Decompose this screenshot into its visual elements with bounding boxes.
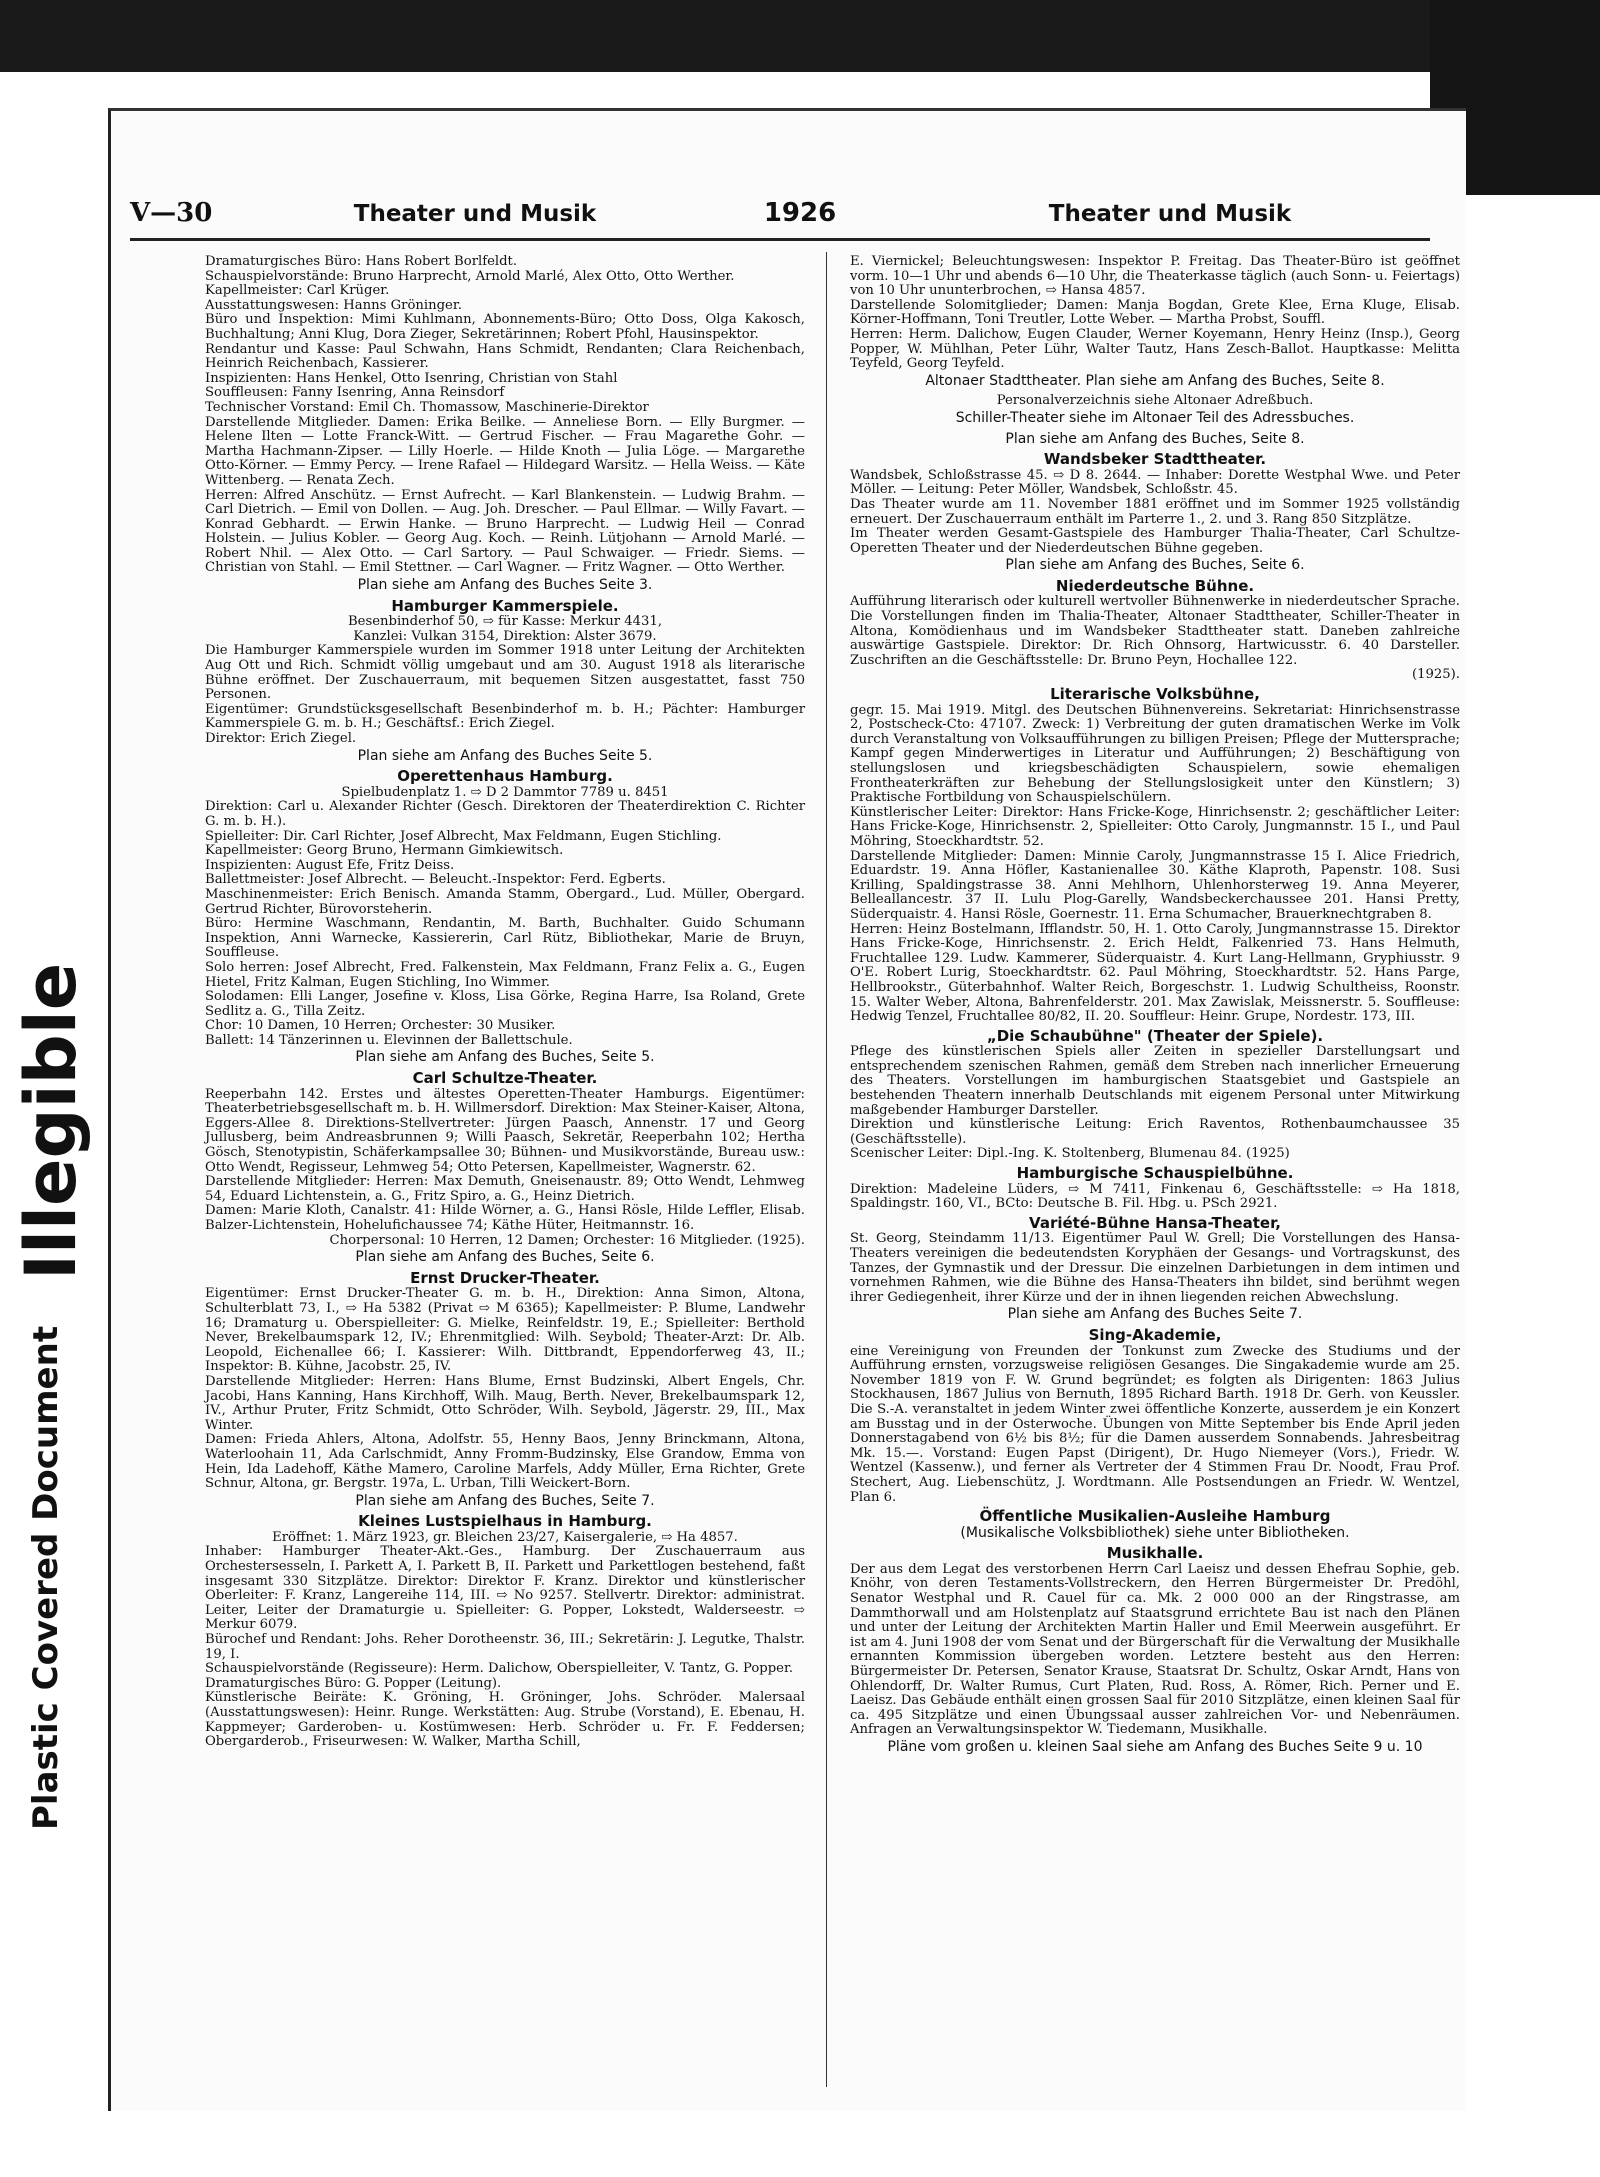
plan-reference: Plan siehe am Anfang des Buches Seite 7. xyxy=(1007,1306,1303,1323)
plan-reference: Altonaer Stadttheater. Plan siehe am Anfang des Buches, Seite 8. xyxy=(925,372,1385,389)
entry-paragraph: Das Theater wurde am 11. November 1881 eröffnet und im Sommer 1925 vollständig erneuert. Der Zuschauerraum enthält im Parterre 1., 2. und 3. Rang 850 Sitzplätze. xyxy=(850,496,1460,527)
entry-paragraph: Büro und Inspektion: Mimi Kuhlmann, Abonnements-Büro; Otto Doss, Olga Kakosch, Buchhaltung; Anni Klug, Dora Zieger, Sekretärinnen; Robert Pfohl, Hausinspektor. xyxy=(205,312,805,342)
address-line: Personalverzeichnis siehe Altonaer Adreßbuch. xyxy=(996,393,1314,409)
entry-paragraph: Souffleusen: Fanny Isenring, Anna Reinsdorf xyxy=(205,385,505,401)
entry-paragraph: Inhaber: Hamburger Theater-Akt.-Ges., Hamburg. Der Zuschauerraum aus Orchestersesseln, I. Parkett A, I. Parkett B, II. Parkett und Parkettlogen bestehend, faßt insgesamt 330 Sitzplätze. Direktor: Direktor F. Kranz. Direktor und künstlerischer Oberleiter: F. Kranz, Langereihe 114, III. ⇨ No 9257. Stellvertr. Direktor: administrat. Leiter, Leiter der Dramaturgie u. Spielleiter: G. Popper, Lokstedt, Walderseestr. ⇨ Merkur 6079. xyxy=(205,1544,805,1633)
entry-paragraph: Darstellende Mitglieder: Herren: Max Demuth, Gneisenaustr. 89; Otto Wendt, Lehmweg 54, Eduard Lichtenstein, a. G., Fritz Spiro, a. G., Heinz Dietrich. xyxy=(205,1174,805,1204)
plan-reference: Plan siehe am Anfang des Buches, Seite 6. xyxy=(1005,557,1305,574)
section-heading: Sing-Akademie, xyxy=(1088,1325,1222,1344)
entry-paragraph: Rendantur und Kasse: Paul Schwahn, Hans Schmidt, Rendanten; Clara Reichenbach, Heinrich Reichenbach, Kassierer. xyxy=(205,341,805,372)
section-heading: Hamburgische Schauspielbühne. xyxy=(1016,1164,1294,1183)
entry-paragraph: Kapellmeister: Georg Bruno, Hermann Gimkiewitsch. xyxy=(205,843,564,859)
entry-paragraph: Technischer Vorstand: Emil Ch. Thomassow, Maschinerie-Direktor xyxy=(205,399,649,415)
section-heading: „Die Schaubühne" (Theater der Spiele). xyxy=(986,1026,1324,1045)
illegible-stamp: Illegible xyxy=(10,962,92,1280)
section-heading: Öffentliche Musikalien-Ausleihe Hamburg xyxy=(979,1507,1331,1526)
entry-paragraph: Schauspielvorstände: Bruno Harprecht, Arnold Marlé, Alex Otto, Otto Werther. xyxy=(205,268,735,284)
plastic-covered-stamp: Plastic Covered Document xyxy=(26,1325,66,1830)
entry-paragraph: Scenischer Leiter: Dipl.-Ing. K. Stoltenberg, Blumenau 84. (1925) xyxy=(850,1146,1290,1162)
entry-paragraph: Maschinenmeister: Erich Benisch. Amanda Stamm, Obergard., Lud. Müller, Obergard. Gertrud Richter, Bürovorsteherin. xyxy=(205,886,805,917)
page-header xyxy=(130,198,1430,241)
entry-paragraph: Schauspielvorstände (Regisseure): Herm. Dalichow, Oberspielleiter, V. Tantz, G. Popper. xyxy=(205,1661,794,1677)
entry-paragraph: Büro: Hermine Waschmann, Rendantin, M. Barth, Buchhalter. Guido Schumann Inspektion, Anni Warnecke, Kassiererin, Carl Rütz, Bibliothekar, Marie de Bruyn, Souffleuse. xyxy=(205,916,805,961)
address-line: Eröffnet: 1. März 1923, gr. Bleichen 23/27, Kaisergalerie, ⇨ Ha 4857. xyxy=(272,1529,738,1545)
scan-top-border xyxy=(0,0,1600,72)
entry-paragraph: E. Viernickel; Beleuchtungswesen: Inspektor P. Freitag. Das Theater-Büro ist geöffnet vorm. 10—1 Uhr und abends 6—10 Uhr, die Theaterkasse täglich (auch Sonn- u. Feiertags) von 10 Uhr ununterbrochen, ⇨ Hansa 4857. xyxy=(850,254,1460,299)
entry-paragraph: Der aus dem Legat des verstorbenen Herrn Carl Laeisz und dessen Ehefrau Sophie, geb. Knöhr, von deren Testaments-Vollstreckern, den Herren Bürgermeister Dr. Predöhl, Senator Westphal und R. Cauel für ca. Mk. 2 000 000 an der Ringstrasse, am Dammthorwall und am Holstenplatz auf Staatsgrund errichtete Bau ist nach den Plänen und unter der Leitung der Architekten Martin Haller und Emil Meerwein ausgeführt. Er ist am 4. Juni 1908 der vom Senat und der Bürgerschaft für die Verwaltung der Musikhalle ernannten Kommission übergeben worden. Letztere besteht aus den Herren: Bürgermeister Dr. Petersen, Senator Krause, Staatsrat Dr. Schultz, Oskar Arndt, Hans von Ohlendorff, Dr. Walter Rumus, Curt Platen, Rud. Ross, A. Römer, Rich. Perner und E. Laeisz. Das Gebäude enthält einen grossen Saal für 2010 Sitzplätze, einen kleinen Saal für ca. 495 Sitzplätze und einen Übungssaal ausser zahlreichen Vor- und Nebenräumen. Anfragen an Verwaltungsinspektor W. Tiedemann, Musikhalle. xyxy=(850,1561,1460,1738)
right-column xyxy=(850,255,1460,1761)
plan-reference: Schiller-Theater siehe im Altonaer Teil des Adressbuches. xyxy=(955,409,1355,426)
entry-paragraph: Reeperbahn 142. Erstes und ältestes Operetten-Theater Hamburgs. Eigentümer: Theaterbetriebsgesellschaft m. b. H. Willmersdorf. Direktion: Max Steiner-Kaiser, Altona, Eggers-Allee 8. Direktions-Stellvertreter: Jürgen Paasch, Annenstr. 17 und Georg Jullusberg, beim Andreasbrunnen 9; Willi Paasch, Sekretär, Reeperbahn 102; Hertha Gösch, Stenotypistin, Schäferkampsallee 30; Bühnen- und Musikvorstände, Bureau usw.: Otto Wendt, Regisseur, Lehmweg 54; Otto Petersen, Kapellmeister, Wagnerstr. 62. xyxy=(205,1086,805,1175)
plan-reference: Plan siehe am Anfang des Buches Seite 5. xyxy=(357,747,653,764)
entry-paragraph: Im Theater werden Gesamt-Gastspiele des Hamburger Thalia-Theater, Carl Schultze-Operetten Theater und der Niederdeutschen Bühne gegeben. xyxy=(850,526,1460,556)
section-heading: Kleines Lustspielhaus in Hamburg. xyxy=(358,1512,652,1531)
header-left-title: Theater und Musik xyxy=(353,201,597,227)
entry-paragraph: Herren: Alfred Anschütz. — Ernst Aufrecht. — Karl Blankenstein. — Ludwig Brahm. — Carl Dietrich. — Emil von Dollen. — Aug. Joh. Drescher. — Paul Ellmar. — Willy Favart. — Konrad Gebhardt. — Erwin Hanke. — Bruno Harprecht. — Ludwig Heil — Conrad Holstein. — Julius Kobler. — Georg Aug. Koch. — Reinh. Lütjohann — Arnold Marlé. — Robert Nhil. — Alex Otto. — Carl Sartory. — Paul Schwaiger. — Friedr. Siems. — Christian von Stahl. — Emil Stettner. — Carl Wagner. — Fritz Wagner. — Otto Werther. xyxy=(205,487,805,576)
entry-paragraph: Wandsbek, Schloßstrasse 45. ⇨ D 8. 2644. — Inhaber: Dorette Westphal Wwe. und Peter Möller. — Leitung: Peter Möller, Wandsbek, Schloßstr. 45. xyxy=(850,467,1460,498)
section-heading: Hamburger Kammerspiele. xyxy=(391,596,619,615)
entry-paragraph: Kapellmeister: Carl Krüger. xyxy=(205,283,390,299)
left-column xyxy=(205,255,805,1750)
section-heading: Niederdeutsche Bühne. xyxy=(1055,576,1255,595)
right-note: (1925). xyxy=(1411,667,1460,683)
entry-paragraph: Inspizienten: Hans Henkel, Otto Isenring, Christian von Stahl xyxy=(205,370,618,386)
entry-paragraph: Die Hamburger Kammerspiele wurden im Sommer 1918 unter Leitung der Architekten Aug Ott und Rich. Schmidt völlig umgebaut und am 30. August 1918 als literarische Bühne eröffnet. Der Zuschauerraum, mit bequemen Sitzen ausgestattet, fasst 750 Personen. xyxy=(205,643,805,703)
entry-paragraph: Direktion: Madeleine Lüders, ⇨ M 7411, Finkenau 6, Geschäftsstelle: ⇨ Ha 1818, Spaldingstr. 160, VI., BCto: Deutsche B. Fil. Hbg. u. PSch 2921. xyxy=(850,1181,1460,1212)
entry-paragraph: Chor: 10 Damen, 10 Herren; Orchester: 30 Musiker. xyxy=(205,1018,556,1034)
entry-paragraph: Eigentümer: Grundstücksgesellschaft Besenbinderhof m. b. H.; Pächter: Hamburger Kammerspiele G. m. b. H.; Geschäftsf.: Erich Ziegel. xyxy=(205,701,805,732)
section-heading: Ernst Drucker-Theater. xyxy=(410,1268,600,1287)
entry-paragraph: Darstellende Solomitglieder; Damen: Manja Bogdan, Grete Klee, Erna Kluge, Elisab. Körner-Hoffmann, Toni Treutler, Lotte Weber. — Martha Probst, Souffl. xyxy=(850,297,1460,328)
plan-reference: Plan siehe am Anfang des Buches Seite 3. xyxy=(357,577,653,594)
right-note: Chorpersonal: 10 Herren, 12 Damen; Orchester: 16 Mitglieder. (1925). xyxy=(329,1232,805,1248)
section-heading: Variété-Bühne Hansa-Theater, xyxy=(1029,1213,1281,1232)
entry-paragraph: Damen: Marie Kloth, Canalstr. 41: Hilde Wörner, a. G., Hansi Rösle, Hilde Leffler, Elisab. Balzer-Lichtenstein, Hohelufichaussee 74; Käthe Hüter, Heitmannstr. 16. xyxy=(205,1203,805,1233)
entry-paragraph: Spielleiter: Dir. Carl Richter, Josef Albrecht, Max Feldmann, Eugen Stichling. xyxy=(205,828,722,844)
entry-paragraph: Herren: Herm. Dalichow, Eugen Clauder, Werner Koyemann, Henry Heinz (Insp.), Georg Popper, W. Mühlhan, Peter Lühr, Walter Tautz, Hans Zesch-Ballot. Hauptkasse: Melitta Teyfeld, Georg Teyfeld. xyxy=(850,326,1460,372)
section-heading: Musikhalle. xyxy=(1106,1544,1204,1563)
section-heading: Literarische Volksbühne, xyxy=(1050,685,1260,704)
entry-paragraph: St. Georg, Steindamm 11/13. Eigentümer Paul W. Grell; Die Vorstellungen des Hansa-Theaters vereinigen die bedeutendsten Koryphäen der Gesangs- und Vortragskunst, des Tanzes, der Gymnastik und der Dressur. Die einzelnen Darbietungen in dem intimen und vornehmen Rahmen, wie die Bühne des Hansa-Theaters ihn bildet, sind berühmt wegen ihrer Gediegenheit, ihrer Kürze und der in ihnen liegenden reichen Abwechslung. xyxy=(850,1231,1460,1305)
entry-paragraph: gegr. 15. Mai 1919. Mitgl. des Deutschen Bühnenvereins. Sekretariat: Hinrichsenstrasse 2, Postscheck-Cto: 47107. Zweck: 1) Verbreitung der guten dramatischen Werke im Volk durch Veranstaltung von Volksaufführungen zu billigen Preisen; Pflege der Muttersprache; Kampf gegen Minderwertiges in Literatur und Aufführungen; 2) Beschäftigung von stellungslosen und kriegsbeschädigten Schauspielern, sowie ehemaligen Frontheaterkräften zur Behebung der Stellungslosigkeit unter den Künstlern; 3) Praktische Fortbildung von Schauspielschülern. xyxy=(850,702,1460,806)
entry-paragraph: Herren: Heinz Bostelmann, Ifflandstr. 50, H. 1. Otto Caroly, Jungmannstrasse 15. Direktor Hans Fricke-Koge, Hinrichsenstr. 2. Erich Heldt, Falkenried 73. Hans Helmuth, Fruchtallee 129. Ludw. Kammerer, Süderquaistr. 4. Kurt Lang-Hellmann, Gryphiusstr. 9 O'E. Robert Lurig, Stoeckhardtstr. 62. Paul Möhring, Stoeckhardtstr. 52. Hans Parge, Hellbrookstr., Güterbahnhof. Walter Reich, Borgeschstr. 1. Ludwig Schultheiss, Roonstr. 15. Walter Weber, Altona, Bahrenfelderstr. 201. Max Zawislak, Meissnerstr. 5. Souffleuse: Hedwig Tenzel, Fruchtallee 80/82, II. 20. Souffleur: Heinr. Grupe, Nordestr. 173, III. xyxy=(850,921,1460,1025)
entry-paragraph: Künstlerischer Leiter: Direktor: Hans Fricke-Koge, Hinrichsenstr. 2; geschäftlicher Leiter: Hans Fricke-Koge, Hinrichsenstr. 2, Spielleiter: Otto Caroly, Jungmannstr. 15 I., und Paul Möhring, Stoeckhardtstr. 52. xyxy=(850,804,1460,849)
entry-paragraph: Aufführung literarisch oder kulturell wertvoller Bühnenwerke in niederdeutscher Sprache. Die Vorstellungen finden im Thalia-Theater, Altonaer Stadttheater, Schiller-Theater in Altona, Komödienhaus und im Wandsbeker Stadttheater statt. Daneben zahlreiche auswärtige Gastspiele. Direktor: Dr. Rich Ohnsorg, Hartwicusstr. 6. 40 Darsteller. Zuschriften an die Geschäftsstelle: Dr. Bruno Peyn, Hochallee 122. xyxy=(850,594,1460,668)
entry-paragraph: Solodamen: Elli Langer, Josefine v. Kloss, Lisa Görke, Regina Harre, Isa Roland, Grete Sedlitz a. G., Tilla Zeitz. xyxy=(205,989,805,1019)
entry-paragraph: Dramaturgisches Büro: G. Popper (Leitung). xyxy=(205,1675,502,1691)
header-right-title: Theater und Musik xyxy=(1048,201,1292,227)
entry-paragraph: Damen: Frieda Ahlers, Altona, Adolfstr. 55, Henny Baos, Jenny Brinckmann, Altona, Waterloohain 11, Ada Carlschmidt, Anny Fromm-Budzinsky, Else Grandow, Emma von Hein, Ida Ladehoff, Käthe Mamero, Caroline Marfels, Addy Müller, Erna Richter, Grete Schnur, Altona, gr. Bergstr. 197a, L. Urban, Tilli Weickert-Born. xyxy=(205,1432,805,1492)
entry-paragraph: Eigentümer: Ernst Drucker-Theater G. m. b. H., Direktion: Anna Simon, Altona, Schulterblatt 73, I., ⇨ Ha 5382 (Privat ⇨ M 6365); Kapellmeister: P. Blume, Landwehr 16; Dramaturg u. Oberspielleiter: G. Mielke, Reinfeldstr. 19, E.; Spielleiter: Berthold Never, Brekelbaumspark 12, IV.; Ehrenmitglied: Wilh. Seybold; Theater-Arzt: Dr. Alb. Leopold, Eichenallee 66; I. Kassierer: Wilh. Dittbrandt, Eppendorferweg 43, II.; Inspektor: B. Kühne, Jacobstr. 25, IV. xyxy=(205,1286,805,1375)
address-line: Besenbinderhof 50, ⇨ für Kasse: Merkur 4431, xyxy=(347,614,663,630)
entry-paragraph: Pflege des künstlerischen Spiels aller Zeiten in spezieller Darstellungsart und entsprechendem szenischen Rahmen, gemäß dem Streben nach innerlicher Erneuerung des Theaters. Vorstellungen im hamburgischen Staatsgebiet und Gastspiele an bestehenden Theatern innerhalb Deutschlands mit eigenem Personal unter Mitwirkung maßgebender Hamburger Darsteller. xyxy=(850,1044,1460,1118)
column-divider xyxy=(826,252,827,2087)
entry-paragraph: Direktion und künstlerische Leitung: Erich Raventos, Rothenbaumchaussee 35 (Geschäftsstelle). xyxy=(850,1117,1460,1147)
entry-paragraph: Ausstattungswesen: Hanns Gröninger. xyxy=(205,297,462,313)
entry-paragraph: Bürochef und Rendant: Johs. Reher Dorotheenstr. 36, III.; Sekretärin: J. Legutke, Thalstr. 19, I. xyxy=(205,1632,805,1662)
section-heading: Operettenhaus Hamburg. xyxy=(397,767,613,786)
plan-reference: Plan siehe am Anfang des Buches, Seite 5. xyxy=(355,1049,655,1066)
section-heading: Wandsbeker Stadttheater. xyxy=(1043,450,1267,469)
entry-paragraph: Ballettmeister: Josef Albrecht. — Beleucht.-Inspektor: Ferd. Egberts. xyxy=(205,872,666,888)
entry-paragraph: Inspizienten: August Efe, Fritz Deiss. xyxy=(205,857,455,873)
entry-paragraph: Direktor: Erich Ziegel. xyxy=(205,731,357,746)
entry-paragraph: Solo herren: Josef Albrecht, Fred. Falkenstein, Max Feldmann, Franz Felix a. G., Eugen Hietel, Fritz Kalman, Eugen Stichling, Ino Wimmer. xyxy=(205,959,805,990)
plan-reference: Plan siehe am Anfang des Buches, Seite 6. xyxy=(355,1249,655,1266)
entry-paragraph: Direktion: Carl u. Alexander Richter (Gesch. Direktoren der Theaterdirektion C. Richter G. m. b. H.). xyxy=(205,799,805,829)
entry-paragraph: Darstellende Mitglieder: Damen: Minnie Caroly, Jungmannstrasse 15 I. Alice Friedrich, Eduardstr. 19. Anna Höfler, Kastanienallee 30. Käthe Klaproth, Papenstr. 108. Susi Krilling, Spaldingstrasse 38. Anni Mehlhorn, Uhlenhorsterweg 19. Anna Meyerer, Belleallancestr. 37 II. Lulu Plog-Garelly, Wandsbeckerchaussee 201. Hansi Pretty, Süderquaistr. 4. Hansi Rösle, Goernestr. 11. Erna Schumacher, Brauerknechtgraben 8. xyxy=(850,848,1460,922)
page-number: V—30 xyxy=(130,198,213,228)
entry-paragraph: Darstellende Mitglieder. Damen: Erika Beilke. — Anneliese Born. — Elly Burgmer. — Helene Ilten — Lotte Franck-Witt. — Gertrud Fischer. — Frau Magarethe Gohr. — Martha Hachmann-Zipser. — Lilly Hoerle. — Hilde Knoth — Julia Löge. — Margarethe Otto-Körner. — Emmy Percy. — Irene Rafael — Hildegard Warsitz. — Hella Weiss. — Käte Wittenberg. — Renata Zech. xyxy=(205,414,805,488)
section-heading: Carl Schultze-Theater. xyxy=(412,1069,598,1088)
entry-paragraph: eine Vereinigung von Freunden der Tonkunst zum Zwecke des Studiums und der Aufführung ernsten, vorzugsweise religiösen Gesanges. Die Singakademie wurde am 25. November 1819 von F. W. Grund begründet; es folgten als Dirigenten: 1863 Julius Stockhausen, 1867 Julius von Bernuth, 1895 Richard Barth. 1918 Dr. Gerh. von Keussler. Die S.-A. veranstaltet in jedem Winter zwei öffentliche Konzerte, ausserdem je ein Konzert am Busstag und in der Osterwoche. Übungen von Mitte September bis Ende April jeden Donnerstagabend von 6½ bis 8½; für die Damen ausserdem Sonnabends. Jahresbeitrag Mk. 15.—. Vorstand: Eugen Papst (Dirigent), Dr. Hugo Niemeyer (Vors.), Friedr. W. Wentzel (Kassenw.), und ferner als Vertreter der 4 Stimmen Frau Dr. Noodt, Frau Prof. Stechert, Aug. Liebenschütz, J. Wordtmann. Alle Postsendungen an Friedr. W. Wentzel, Plan 6. xyxy=(850,1343,1460,1505)
address-line: Spielbudenplatz 1. ⇨ D 2 Dammtor 7789 u. 8451 xyxy=(341,784,669,800)
address-line: Kanzlei: Vulkan 3154, Direktion: Alster 3679. xyxy=(353,628,657,644)
entry-paragraph: Ballett: 14 Tänzerinnen u. Elevinnen der Ballettschule. xyxy=(205,1032,573,1048)
plan-reference: Plan siehe am Anfang des Buches, Seite 8. xyxy=(1005,430,1305,447)
plan-reference: Plan siehe am Anfang des Buches, Seite 7. xyxy=(355,1492,655,1509)
entry-paragraph: Dramaturgisches Büro: Hans Robert Borlfeldt. xyxy=(205,254,518,269)
header-year: 1926 xyxy=(763,198,837,228)
entry-paragraph: Darstellende Mitglieder: Herren: Hans Blume, Ernst Budzinski, Albert Engels, Chr. Jacobi, Hans Kanning, Hans Kirchhoff, Wilh. Maug, Berth. Never, Brekelbaumspark 12, IV., Arthur Pruter, Fritz Schmidt, Otto Schröder, Wilh. Seybold, Jägerstr. 29, III., Max Winter. xyxy=(205,1373,805,1433)
entry-paragraph: Künstlerische Beiräte: K. Gröning, H. Gröninger, Johs. Schröder. Malersaal (Ausstattungswesen): Heinr. Runge. Werkstätten: Aug. Strube (Vorstand), E. Ebenau, H. Kappmeyer; Garderoben- u. Kostümwesen: Herb. Schröder u. Fr. F. Feddersen; Obergarderob., Friseurwesen: W. Walker, Martha Schill, xyxy=(205,1690,805,1750)
plan-reference: (Musikalische Volksbibliothek) siehe unter Bibliotheken. xyxy=(960,1524,1350,1541)
plan-reference: Pläne vom großen u. kleinen Saal siehe am Anfang des Buches Seite 9 u. 10 xyxy=(887,1739,1423,1755)
